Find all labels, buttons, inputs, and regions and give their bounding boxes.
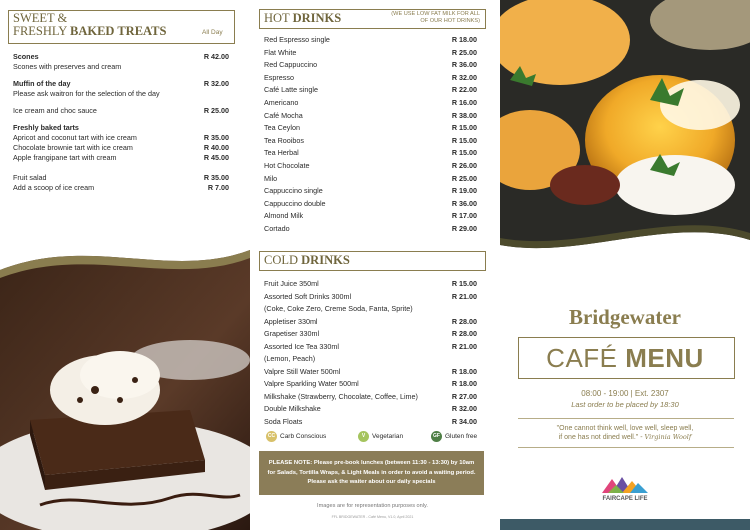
menu-item-name: Assorted Ice Tea 330ml (264, 341, 339, 351)
menu-item-name: Apricot and coconut tart with ice cream (13, 133, 137, 142)
menu-item (264, 316, 477, 328)
menu-item-price: R 7.00 (207, 183, 229, 192)
menu-item-price: R 38.00 (451, 110, 477, 120)
menu-item-name: Valpre Sparkling Water 500ml (264, 379, 359, 388)
hot-title-a: HOT (264, 11, 293, 25)
menu-item-name: Double Milkshake (264, 404, 321, 413)
menu-item-name: Cappuccino single (264, 186, 323, 196)
menu-item (264, 328, 477, 340)
menu-item-name: Soda Floats (264, 416, 303, 426)
legend-badge-icon: V (358, 431, 369, 442)
menu-item-price: R 21.00 (451, 341, 477, 351)
menu-item-price: R 34.00 (451, 416, 477, 426)
menu-item-price: R 32.00 (203, 79, 229, 88)
menu-item-price: R 32.00 (451, 404, 477, 413)
menu-item (264, 72, 477, 84)
menu-item-price: R 18.00 (451, 366, 477, 376)
brownie-illustration (0, 240, 250, 530)
menu-item (264, 97, 477, 109)
cafe-title-a: CAFÉ (546, 343, 626, 373)
bottom-bar (500, 519, 750, 530)
menu-item-price: R 17.00 (451, 211, 477, 221)
menu-item-name: (Lemon, Peach) (264, 354, 316, 363)
menu-item (264, 110, 477, 122)
menu-item-price: R 45.00 (203, 153, 229, 162)
fairdcape-logo (600, 473, 650, 495)
quote-divider-top (518, 418, 734, 419)
menu-item-price: R 35.00 (203, 173, 229, 182)
menu-item-price: R 35.00 (203, 133, 229, 142)
hot-title-b: DRINKS (292, 11, 342, 25)
menu-item-price: R 42.00 (203, 52, 229, 61)
menu-item (264, 378, 477, 390)
menu-item-price: R 15.00 (451, 148, 477, 158)
cold-drinks-list (264, 278, 477, 428)
menu-item-name: Scones (13, 52, 39, 61)
fairdcape-logo-icon (600, 473, 650, 495)
menu-item-price: R 22.00 (451, 85, 477, 95)
menu-item-price: R 26.00 (451, 161, 477, 170)
menu-item-name: Flat White (264, 47, 297, 57)
hot-note-line-1: (WE USE LOW FAT MILK FOR ALL (391, 11, 480, 17)
menu-item-name: Café Latte single (264, 85, 318, 95)
menu-item (264, 223, 477, 235)
baked-treats-list (13, 51, 229, 201)
cafe-title-b: MENU (625, 343, 704, 373)
quote-line-2: if one has not dined well." (558, 434, 639, 441)
menu-item-name: Scones with preserves and cream (13, 62, 122, 71)
menu-item-name: Almond Milk (264, 211, 304, 221)
menu-item-price: R 19.00 (451, 186, 477, 196)
menu-item-name: Espresso (264, 72, 294, 82)
diet-legend (266, 431, 486, 443)
logo-text: FAIRCAPE LIFE (602, 496, 648, 502)
menu-item (264, 403, 477, 415)
menu-item-name: Tea Rooibos (264, 135, 304, 145)
quote-line-1: "One cannot think well, love well, sleep well, (556, 425, 694, 432)
menu-item (264, 185, 477, 197)
menu-item (13, 105, 229, 117)
menu-item-name: Milkshake (Strawberry, Chocolate, Coffee, Lime) (264, 391, 418, 401)
menu-item (264, 341, 477, 353)
menu-item (264, 278, 477, 290)
cold-drinks-title (264, 253, 350, 267)
menu-item-name: Chocolate brownie tart with ice cream (13, 143, 133, 152)
menu-item-name: Milo (264, 173, 278, 183)
hot-drinks-list (264, 34, 477, 234)
menu-item (264, 173, 477, 185)
menu-item-price: R 29.00 (451, 224, 477, 233)
eggs-benedict-illustration (500, 0, 750, 275)
booking-note-box (259, 451, 484, 495)
menu-item-price: R 15.00 (451, 279, 477, 288)
menu-item-name: Tea Ceylon (264, 123, 300, 133)
menu-item (264, 303, 477, 315)
menu-item-name: Cortado (264, 224, 290, 233)
booking-note-text: PLEASE NOTE: Please pre-book lunches (between 11:30 - 13:30) by 10am for Salads, Tortilla Wraps, & Light Meals in order to avoid a waiting period. Please ask the waiter about our daily specials (267, 460, 476, 485)
disclaimer-text: Images are for representation purposes only. (317, 503, 428, 509)
venue-name: Bridgewater (569, 305, 681, 329)
legend-item (358, 431, 403, 442)
menu-item-price: R 21.00 (451, 291, 477, 301)
menu-item-price: R 18.00 (451, 379, 477, 388)
menu-item-name: Ice cream and choc sauce (13, 106, 97, 115)
menu-item-price: R 36.00 (451, 198, 477, 208)
menu-item-name: Café Mocha (264, 110, 303, 120)
menu-item-price: R 15.00 (451, 123, 477, 133)
menu-item-price: R 32.00 (451, 72, 477, 82)
menu-item (264, 416, 477, 428)
menu-item-name: Appletiser 330ml (264, 316, 318, 326)
legend-badge-icon: CC (266, 431, 277, 442)
cold-title-a: COLD (264, 253, 302, 267)
menu-item-name: Fruit Juice 350ml (264, 279, 319, 288)
legend-label: Carb Conscious (280, 433, 327, 441)
menu-item-name: Please ask waitron for the selection of the day (13, 89, 160, 98)
menu-item-price: R 36.00 (451, 60, 477, 70)
all-day-label: All Day (202, 29, 223, 36)
version-footer: FFL BRIDGEWATER - Café Menu, V1.0, April 2021 (331, 515, 414, 519)
quote-author: Virginia Woolf (644, 433, 692, 441)
menu-item (264, 198, 477, 210)
last-order-text: Last order to be placed by 18:30 (571, 400, 679, 409)
legend-label: Gluten free (445, 433, 478, 441)
cafe-menu-title (500, 343, 750, 373)
legend-badge-icon: GF (431, 431, 442, 442)
panel-drinks (250, 0, 500, 530)
menu-item (264, 210, 477, 222)
menu-item-name: (Coke, Coke Zero, Creme Soda, Fanta, Sprite) (264, 304, 413, 313)
menu-item-price: R 18.00 (451, 35, 477, 44)
title-line-2b: BAKED TREATS (69, 24, 167, 38)
menu-item-price: R 27.00 (451, 391, 477, 401)
menu-item-price: R 28.00 (451, 316, 477, 326)
menu-item-name: Red Cappuccino (264, 60, 318, 70)
menu-item (264, 160, 477, 172)
menu-item-name: Muffin of the day (13, 79, 71, 88)
menu-item-price: R 28.00 (451, 329, 477, 338)
menu-item-name: Add a scoop of ice cream (13, 183, 95, 192)
menu-item-name: Hot Chocolate (264, 161, 310, 170)
eggs-benedict-photo (500, 0, 750, 275)
menu-item-price: R 25.00 (203, 106, 229, 115)
menu-item (13, 182, 229, 194)
cold-title-b: DRINKS (301, 253, 350, 267)
menu-item-price: R 15.00 (451, 135, 477, 145)
title-line-2a: FRESHLY (13, 24, 70, 38)
quote: "One cannot think well, love well, sleep well, if one has not dined well." - Virginia Woolf (500, 424, 750, 442)
menu-item-name: Tea Herbal (264, 148, 299, 158)
legend-item (431, 431, 477, 442)
menu-item (264, 47, 477, 59)
menu-item-name: Red Espresso single (264, 35, 330, 44)
menu-item-name: Americano (264, 98, 299, 107)
menu-item (264, 84, 477, 96)
menu-item-name: Freshly baked tarts (13, 123, 79, 132)
quote-divider-bottom (518, 447, 734, 448)
menu-item-name: Fruit salad (13, 173, 47, 182)
menu-item-name: Assorted Soft Drinks 300ml (264, 291, 352, 301)
menu-item (13, 152, 229, 164)
menu-item (264, 122, 477, 134)
menu-item (13, 88, 229, 100)
panel-cover (500, 0, 750, 530)
hot-note-line-2: OF OUR HOT DRINKS) (420, 18, 480, 24)
menu-item (264, 34, 477, 46)
menu-item (264, 147, 477, 159)
menu-item (264, 391, 477, 403)
menu-item (264, 135, 477, 147)
menu-item (264, 366, 477, 378)
legend-label: Vegetarian (372, 433, 404, 441)
baked-treats-title (13, 12, 166, 38)
panel-baked-treats (0, 0, 250, 530)
hot-drinks-note (368, 11, 480, 25)
opening-hours: 08:00 - 19:00 | Ext. 2307 (581, 389, 669, 398)
menu-item (264, 291, 477, 303)
menu-item-name: Valpre Still Water 500ml (264, 366, 341, 376)
hot-drinks-title (264, 11, 341, 25)
menu-item-price: R 25.00 (451, 173, 477, 183)
brownie-photo (0, 240, 250, 530)
menu-item (264, 353, 477, 365)
menu-item-name: Cappuccino double (264, 198, 326, 208)
menu-item (264, 59, 477, 71)
legend-item (266, 431, 326, 442)
menu-item-price: R 40.00 (203, 143, 229, 152)
menu-item (13, 61, 229, 73)
menu-item-price: R 16.00 (451, 98, 477, 107)
menu-item-price: R 25.00 (451, 47, 477, 57)
menu-item-name: Apple frangipane tart with cream (13, 153, 117, 162)
title-line-1: SWEET & (13, 11, 68, 25)
menu-item-name: Grapetiser 330ml (264, 329, 320, 338)
